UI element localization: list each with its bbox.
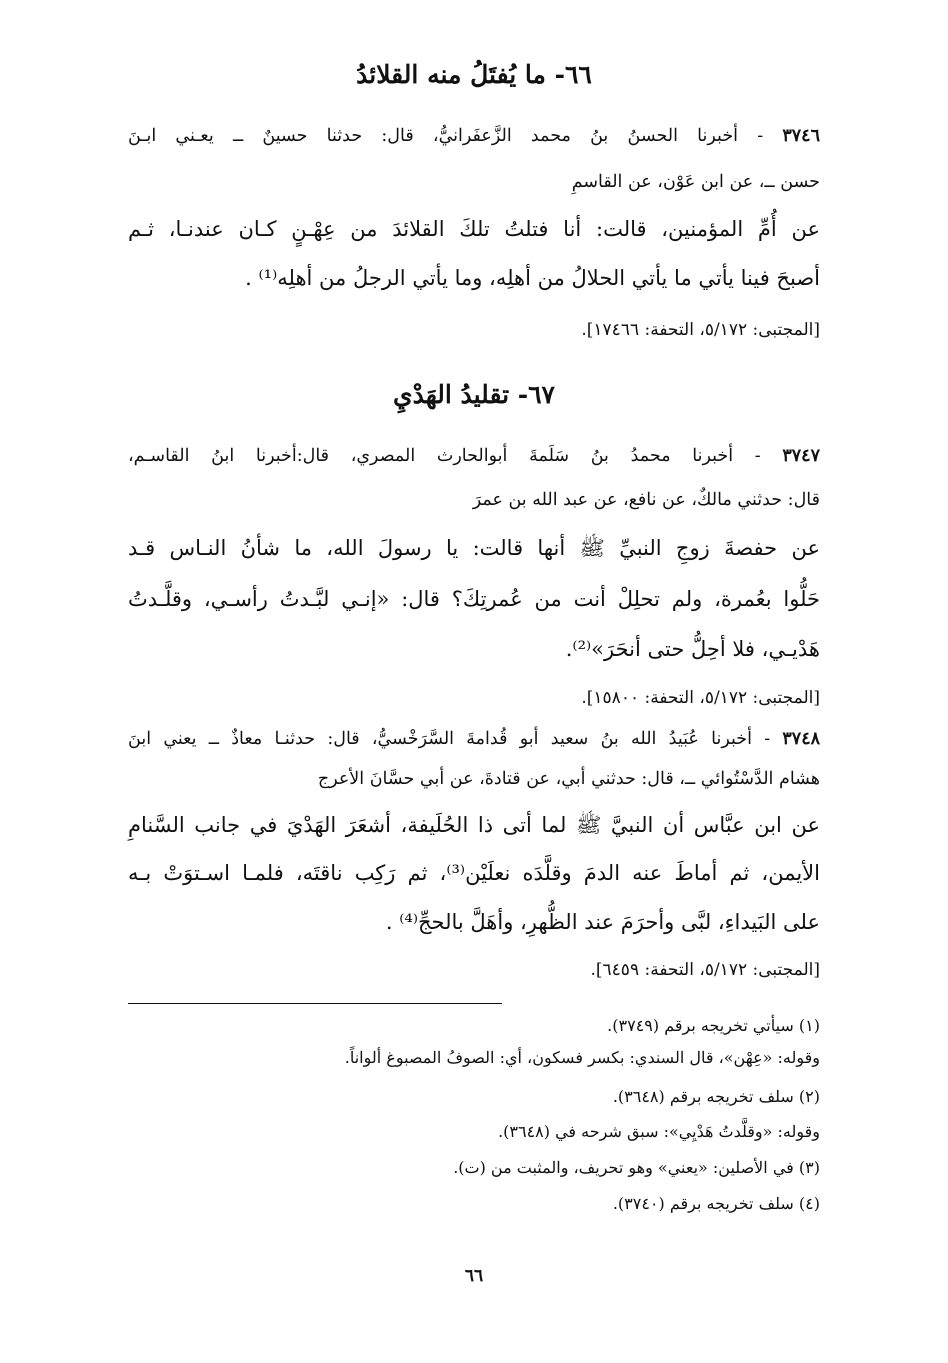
hadith-3747-matn-line-1: عن حفصةَ زوجِ النبيِّ ﷺ أنها قالت: يا رسولَ الله، ما شأنُ النـاس قـد — [128, 536, 820, 560]
hadith-3748-reference: [المجتبى: ٥/١٧٢، التحفة: ٦٤٥٩]. — [590, 960, 820, 980]
hadith-3747-isnad-line-2: قال: حدثني مالكٌ، عن نافع، عن عبد الله بن عمرَ — [472, 490, 820, 510]
hadith-3746-isnad-line-1: ٣٧٤٦ - أخبرنا الحسنُ بنُ محمد الزَّعفَرانيُّ، قال: حدثنا حسينٌ ــ يعـني ابـنَ — [128, 126, 820, 146]
hadith-3746-reference: [المجتبى: ٥/١٧٢، التحفة: ١٧٤٦٦]. — [581, 320, 820, 340]
footnote-divider — [128, 1003, 502, 1004]
chapter-67-title: ٦٧- تقليدُ الهَدْيِ — [393, 380, 555, 409]
hadith-3747-isnad-line-1: ٣٧٤٧ - أخبرنا محمدُ بنُ سَلَمةَ أبوالحارث المصري، قال:أخبرنا ابنُ القاسـم، — [128, 446, 820, 466]
chapter-66-title: ٦٦- ما يُفتَلُ منه القلائدُ — [356, 60, 592, 89]
hadith-3746-matn-line-1: عن أُمِّ المؤمنين، قالت: أنا فتلتُ تلكَ القلائدَ من عِهْـنٍ كـان عندنـا، ثـم — [128, 217, 820, 241]
hadith-3746-number: ٣٧٤٦ — [782, 126, 820, 146]
hadith-3748-number: ٣٧٤٨ — [782, 729, 820, 749]
hadith-3748-matn-line-1: عن ابن عبَّاس أن النبيَّ ﷺ لما أتى ذا الحُلَيفة، أشعَرَ الهَدْيَ في جانب السَّنامِ — [128, 813, 820, 837]
footnote-2-note: وقوله: «وقلَّدتُ هَدْيِي»: سبق شرحه في (٣٦٤٨). — [498, 1122, 820, 1141]
hadith-3748-matn-line-2: الأيمن، ثم أماطَ عنه الدمَ وقلَّدَه نعلَيْن⁽³⁾، ثم رَكِب ناقتَه، فلمـا اسـتوَتْ بـه — [128, 861, 820, 885]
hadith-3747-matn-line-3: هَدْيـي، فلا أحِلُّ حتى أنحَرَ»⁽²⁾. — [565, 637, 820, 661]
footnote-2: (٢) سلف تخريجه برقم (٣٦٤٨). — [612, 1087, 820, 1106]
hadith-3747-matn-line-2: حَلُّوا بعُمرة، ولم تحلِلْ أنت من عُمرتِكَ؟ قال: «إنـي لبَّـدتُ رأسـي، وقلَّـدتُ — [128, 587, 820, 611]
hadith-3747-reference: [المجتبى: ٥/١٧٢، التحفة: ١٥٨٠٠]. — [581, 688, 820, 708]
page-number: ٦٦ — [464, 1266, 484, 1286]
hadith-3747-number: ٣٧٤٧ — [782, 446, 820, 466]
footnote-3: (٣) في الأصلين: «يعني» وهو تحريف، والمثبت من (ت). — [453, 1158, 820, 1177]
hadith-3748-matn-line-3: على البَيداءِ، لبَّى وأحرَمَ عند الظُّهرِ، وأهَلَّ بالحجِّ⁽⁴⁾ . — [385, 910, 820, 934]
hadith-3748-isnad-line-1: ٣٧٤٨ - أخبرنا عُبَيدُ الله بنُ سعيد أبو قُدامةَ السَّرَخْسيُّ، قال: حدثنـا معاذٌ ــ يعني ابنَ — [128, 729, 820, 749]
hadith-3746-isnad-line-2: حسن ــ، عن ابن عَوْن، عن القاسمِ — [571, 172, 820, 192]
footnote-1-note: وقوله: «عِهْن»، قال السندي: بكسر فسكون، أي: الصوفُ المصبوغ ألواناً. — [344, 1048, 820, 1067]
hadith-3746-matn-line-2: أصبحَ فينا يأتي ما يأتي الحلالُ من أهلِه، وما يأتي الرجلُ من أهلِه⁽¹⁾ . — [245, 266, 820, 290]
hadith-3748-isnad-line-2: هشام الدَّسْتُوائي ــ، قال: حدثني أبي، عن قتادةَ، عن أبي حسَّانَ الأعرج — [317, 769, 820, 789]
footnote-4: (٤) سلف تخريجه برقم (٣٧٤٠). — [612, 1194, 820, 1213]
footnote-1: (١) سيأتي تخريجه برقم (٣٧٤٩). — [607, 1016, 820, 1035]
